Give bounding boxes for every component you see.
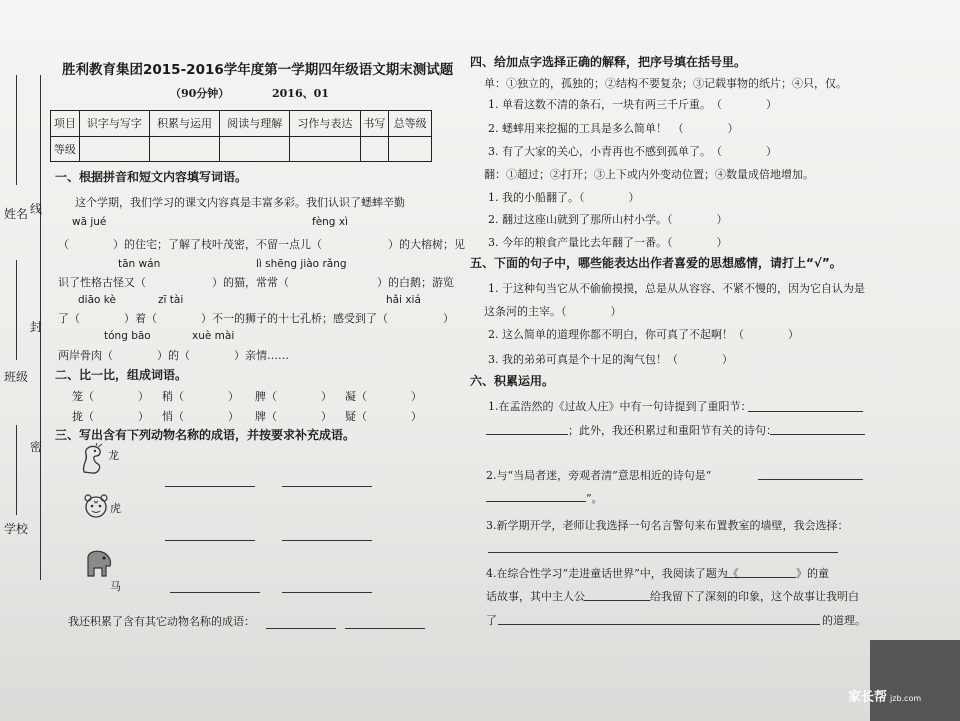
idiom-blank[interactable] [170, 592, 260, 593]
photo-shadow [870, 640, 960, 721]
pinyin-prompt: tān wán [118, 258, 161, 270]
score-header-cell: 习作与表达 [290, 111, 360, 137]
pinyin-prompt: xuè mài [192, 330, 235, 342]
question-item: 》的童 [796, 567, 829, 580]
pinyin-prompt: diāo kè [78, 294, 116, 306]
compare-item: 脾（ ） [255, 390, 332, 403]
score-header-cell: 项目 [51, 111, 80, 137]
question-item: 2. 这么简单的道理你都不明白，你可真了不起啊！（ ） [488, 328, 799, 341]
score-cell[interactable] [290, 136, 360, 162]
name-blank [16, 75, 17, 185]
answer-blank[interactable] [498, 624, 820, 625]
animal-label-tiger: 虎 [110, 502, 121, 515]
horse-icon [84, 548, 114, 580]
section1-line: 两岸骨肉（ ）的（ ）亲情…… [58, 349, 289, 362]
idiom-blank[interactable] [345, 628, 425, 629]
section3-closing: 我还积累了含有其它动物名称的成语： [68, 615, 255, 628]
pinyin-prompt: tóng bāo [104, 330, 151, 342]
binding-margin [0, 0, 48, 721]
answer-blank[interactable] [486, 501, 586, 502]
answer-blank[interactable] [584, 600, 650, 601]
question-item: 3. 今年的粮食产量比去年翻了一番。（ ） [488, 236, 728, 249]
answer-blank[interactable] [758, 479, 863, 480]
answer-blank[interactable] [488, 552, 838, 553]
question-item: 2. 蟋蟀用来挖掘的工具是多么简单！ （ ） [488, 122, 739, 135]
question-item: 4.在综合性学习“走进童话世界”中，我阅读了题为《 [486, 567, 739, 580]
answer-blank[interactable] [726, 577, 796, 578]
compare-item: 拢（ ） [72, 410, 149, 423]
score-cell[interactable] [149, 136, 219, 162]
exam-title: 胜利教育集团2015-2016学年度第一学期四年级语文期末测试题 [62, 62, 454, 78]
answer-blank[interactable] [770, 434, 865, 435]
score-cell[interactable] [360, 136, 389, 162]
secret-char: 密 [30, 440, 43, 454]
seal-char: 封 [30, 320, 43, 334]
idiom-blank[interactable] [165, 486, 255, 487]
question-item: 1. 单看这数不清的条石，一块有两三千斤重。 （ ） [488, 98, 777, 111]
question-item: 话故事，其中主人公 [486, 590, 585, 603]
compare-item: 稍（ ） [162, 390, 239, 403]
score-table [50, 110, 432, 162]
idiom-blank[interactable] [266, 628, 336, 629]
pinyin-prompt: wā jué [72, 216, 107, 228]
question-item: 这条河的主宰。（ ） [484, 305, 622, 318]
question-item: 1.在孟浩然的《过故人庄》中有一句诗提到了重阳节： [488, 400, 752, 413]
section1-line: （ ）的住宅；了解了枝叶茂密，不留一点儿（ ）的大榕树；见 [58, 238, 465, 251]
class-blank [16, 260, 17, 360]
question-item: 1. 于这种句当它从不偷偷摸摸，总是从从容容、不紧不慢的，因为它自认为是 [488, 282, 865, 295]
score-header-cell: 书写 [360, 111, 389, 137]
score-table-grade-row [51, 136, 432, 162]
question-item: ”。 [586, 492, 603, 505]
question-item: 3. 有了大家的关心，小青再也不感到孤单了。 （ ） [488, 145, 777, 158]
name-label: 姓名 [4, 207, 29, 221]
compare-item: 凝（ ） [345, 390, 422, 403]
section1-title: 一、根据拼音和短文内容填写词语。 [55, 170, 248, 184]
compare-item: 疑（ ） [345, 410, 422, 423]
section3-title: 三、写出含有下列动物名称的成语，并按要求补充成语。 [55, 428, 356, 442]
section5-title: 五、下面的句子中，哪些能表达出作者喜爱的思想感情，请打上“√”。 [470, 256, 842, 270]
animal-label-horse: 马 [110, 580, 121, 593]
score-table-header-row [51, 111, 432, 137]
question-item: 1. 我的小船翻了。（ ） [488, 191, 640, 204]
watermark-brand: 家长帮 [848, 690, 888, 705]
dragon-icon [78, 442, 108, 476]
idiom-blank[interactable] [282, 486, 372, 487]
section4-title: 四、给加点字选择正确的解释，把序号填在括号里。 [470, 55, 747, 69]
question-item: 了 [486, 614, 497, 627]
score-header-cell: 识字与写字 [79, 111, 149, 137]
question-item: 2. 翻过这座山就到了那所山村小学。（ ） [488, 213, 728, 226]
section2-title: 二、比一比，组成词语。 [55, 368, 188, 382]
score-cell[interactable] [79, 136, 149, 162]
watermark-site: jzb.com [890, 694, 922, 703]
idiom-blank[interactable] [282, 592, 372, 593]
compare-item: 牌（ ） [255, 410, 332, 423]
answer-blank[interactable] [748, 411, 863, 412]
score-header-cell: 阅读与理解 [220, 111, 290, 137]
animal-label-dragon: 龙 [108, 449, 119, 462]
answer-blank[interactable] [486, 434, 568, 435]
exam-duration: （90分钟） [170, 87, 230, 100]
question-item: 的道理。 [822, 614, 866, 627]
question-item: 3. 我的弟弟可真是个十足的淘气包！（ ） [488, 353, 733, 366]
idiom-blank[interactable] [282, 540, 372, 541]
definition-fan: 翻：①超过；②打开；③上下或内外变动位置；④数量成倍地增加。 [484, 168, 814, 181]
score-cell[interactable] [220, 136, 290, 162]
question-item: 2.与“当局者迷，旁观者清”意思相近的诗句是“ [486, 469, 712, 482]
exam-date: 2016、01 [272, 87, 329, 100]
line-char: 线 [30, 202, 43, 216]
score-row-label: 等级 [51, 136, 80, 162]
section6-title: 六、积累运用。 [470, 374, 555, 388]
score-header-cell: 积累与运用 [149, 111, 219, 137]
section1-line: 识了性格古怪又（ ）的猫，常常（ ）的白鹅；游览 [58, 276, 454, 289]
school-blank [16, 425, 17, 515]
pinyin-prompt: lì shēng jiào rǎng [256, 258, 347, 270]
question-item: 给我留下了深刻的印象，这个故事让我明白 [650, 590, 859, 603]
watermark-logo [848, 686, 921, 705]
question-item: 3.新学期开学，老师让我选择一句名言警句来布置教室的墙壁，我会选择： [486, 519, 849, 532]
class-label: 班级 [4, 370, 29, 384]
score-header-cell: 总等级 [389, 111, 432, 137]
definition-dan: 单：①独立的，孤独的；②结构不要复杂；③记载事物的纸片；④只，仅。 [484, 77, 847, 90]
tiger-icon [82, 492, 110, 520]
pinyin-prompt: fèng xì [312, 216, 348, 228]
score-cell[interactable] [389, 136, 432, 162]
pinyin-prompt: zī tài [158, 294, 184, 306]
compare-item: 笼（ ） [72, 390, 149, 403]
question-item: ；此外，我还积累过和重阳节有关的诗句： [568, 424, 777, 437]
section1-line: 了（ ）着（ ）不一的狮子的十七孔桥；感受到了（ ） [58, 312, 454, 325]
pinyin-prompt: hǎi xiá [386, 294, 421, 306]
school-label: 学校 [4, 522, 29, 536]
compare-item: 悄（ ） [162, 410, 239, 423]
section1-line: 这个学期，我们学习的课文内容真是丰富多彩。我们认识了蟋蟀辛勤 [75, 196, 405, 209]
idiom-blank[interactable] [165, 540, 255, 541]
